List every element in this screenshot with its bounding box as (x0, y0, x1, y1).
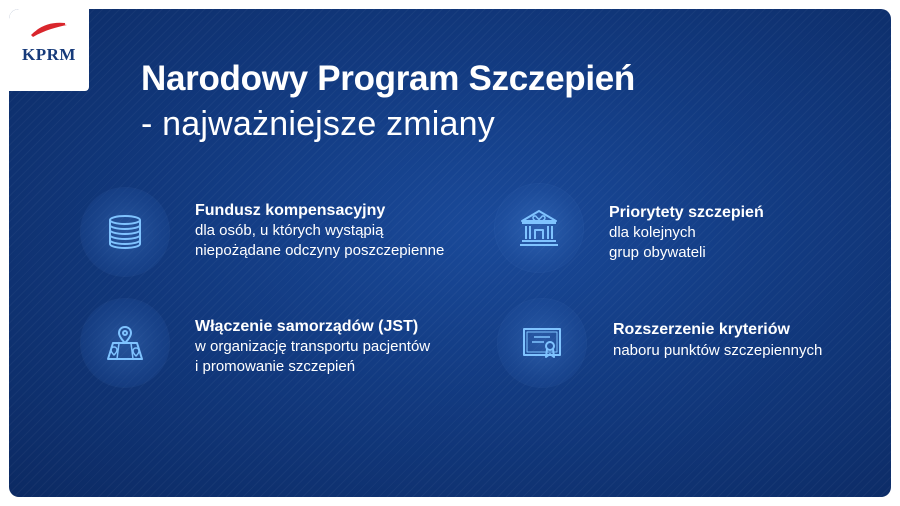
institution-icon-circle (495, 184, 583, 272)
logo-text: KPRM (22, 45, 76, 64)
item-title-vaccination-priorities: Priorytety szczepień (609, 204, 764, 221)
item-desc-line: dla osób, u których wystąpią (195, 222, 384, 239)
coins-icon-circle (81, 188, 169, 276)
page-subtitle: - najważniejsze zmiany (141, 105, 495, 143)
item-desc-line: naboru punktów szczepiennych (613, 342, 823, 359)
certificate-icon-circle (498, 299, 586, 387)
institution-building-icon (519, 208, 559, 248)
coins-icon (105, 212, 145, 252)
item-desc-line: i promowanie szczepień (195, 358, 356, 375)
item-title-local-governments: Włączenie samorządów (JST) (195, 318, 419, 335)
map-icon-circle (81, 299, 169, 387)
item-title-criteria-extension: Rozszerzenie kryteriów (613, 321, 790, 338)
item-title-compensation-fund: Fundusz kompensacyjny (195, 202, 386, 219)
item-desc-line: niepożądane odczyny poszczepienne (195, 242, 445, 259)
item-desc-line: w organizację transportu pacjentów (195, 338, 431, 355)
page-title: Narodowy Program Szczepień (141, 59, 635, 98)
certificate-icon (522, 323, 562, 363)
item-desc-line: grup obywateli (609, 244, 706, 261)
kprm-logo (9, 9, 89, 91)
map-pins-icon (105, 323, 145, 363)
flag-icon (27, 19, 71, 41)
slide-background (9, 9, 891, 497)
item-desc-line: dla kolejnych (609, 224, 696, 241)
